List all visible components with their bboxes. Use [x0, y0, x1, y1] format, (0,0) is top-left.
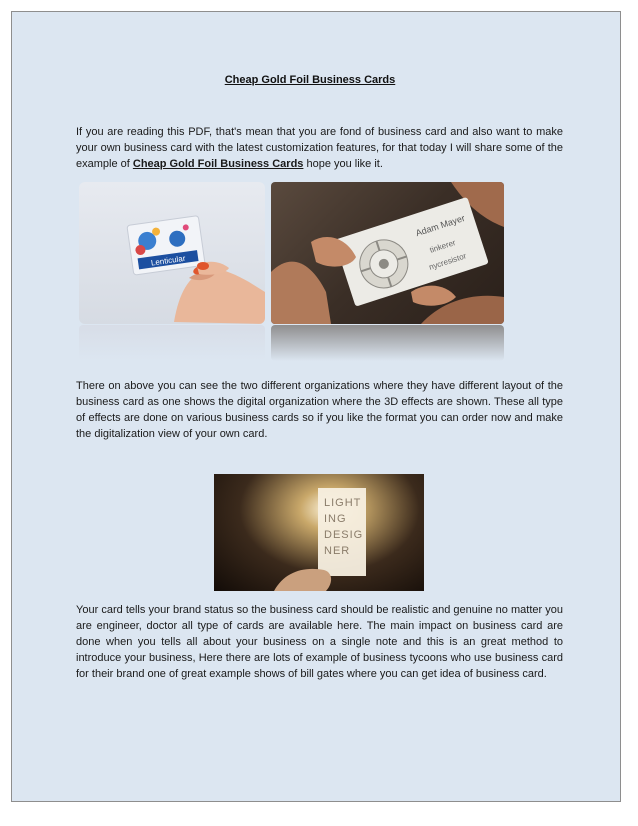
card-line-1: LIGHT: [324, 497, 362, 509]
card-org: nycresistor: [427, 251, 468, 272]
intro-paragraph: [76, 124, 563, 172]
laser-cut-card-photo: [271, 182, 504, 324]
page-title: Cheap Gold Foil Business Cards: [224, 74, 396, 86]
card-line-2: ING: [324, 513, 347, 525]
photo-reflection: [271, 325, 504, 361]
closing-paragraph: Your card tells your brand status so the business card should be realistic and genuine no matter you are engineer, doctor all type of cards are available here. The main impact on business card are done when you tells all about your business on a single note and this is an great method to introduce your business, Here there are lots of example of business tycoons who use business card for their brand one of great example shows of bill gates where you can get idea of business card.: [76, 604, 563, 680]
keyword-link[interactable]: Cheap Gold Foil Business Cards: [132, 158, 304, 170]
card-line-4: NER: [324, 545, 351, 557]
description-paragraph: There on above you can see the two different organizations where they have different layout of the business card as one shows the digital organization where the 3D effects are shown. These all type of effects are done on various business cards so if you like the format you can order now and make the digitalization view of your own card.: [76, 380, 563, 440]
card-line-3: DESIG: [324, 529, 364, 541]
intro-text: If you are reading this PDF, that's mean that you are fond of business card and also want to make your own business card with the latest customization features, for that today I will share some of the example of: [76, 126, 563, 170]
card-name: Adam Mayer: [414, 212, 467, 239]
lenticular-label: Lenticular: [150, 253, 187, 268]
lighting-designer-card-photo: [214, 474, 424, 591]
photo-reflection: [79, 325, 265, 361]
lenticular-card-photo: [79, 182, 265, 324]
intro-text-end: hope you like it.: [303, 158, 383, 170]
card-role: tinkerer: [428, 237, 457, 255]
